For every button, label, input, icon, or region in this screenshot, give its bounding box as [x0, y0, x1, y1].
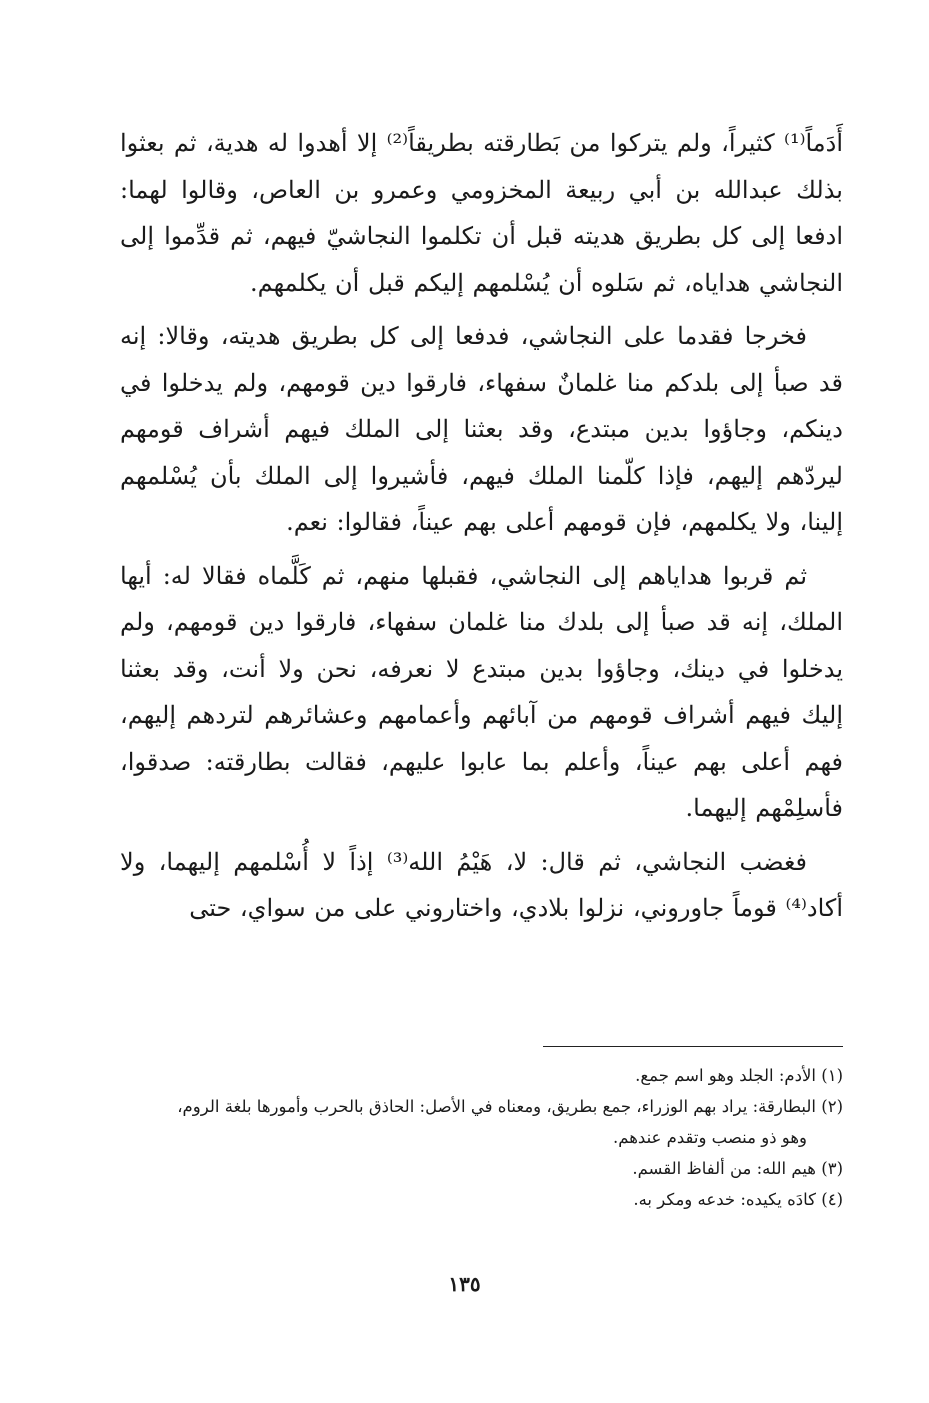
- footnote-3: [110, 1153, 843, 1184]
- footnote-number: (٣): [821, 1159, 843, 1178]
- main-text: [120, 120, 843, 939]
- footnote-1: [110, 1060, 843, 1091]
- footnote-text: البطارقة: يراد بهم الوزراء، جمع بطريق، ومعناه في الأصل: الحاذق بالحرب وأمورها بلغة الروم،: [177, 1097, 816, 1116]
- footnote-number: (١): [821, 1066, 843, 1085]
- paragraph-1: أَدَماً⁽¹⁾ كثيراً، ولم يتركوا من بَطارقته بطريقاً⁽²⁾ إلا أهدوا له هدية، ثم بعثوا بذلك عبدالله بن أبي ربيعة المخزومي وعمرو بن العاص، وقالوا لهما: ادفعا إلى كل بطريق هديته قبل أن تكلموا النجاشيّ فيهم، ثم قدِّموا إلى النجاشي هداياه، ثم سَلوه أن يُسْلمهم إليكم قبل أن يكلمهم.: [120, 129, 843, 297]
- paragraph-2: فخرجا فقدما على النجاشي، فدفعا إلى كل بطريق هديته، وقالا: إنه قد صبأ إلى بلدكم منا غلمانٌ سفهاء، فارقوا دين قومهم، ولم يدخلوا في دينكم، وجاؤوا بدين مبتدع، وقد بعثنا إلى الملك فيهم أشراف قومهم ليردّهم إليهم، فإذا كلّمنا الملك فيهم، فأشيروا إلى الملك بأن يُسْلمهم إلينا، ولا يكلمهم، فإن قومهم أعلى بهم عيناً، فقالوا: نعم.: [120, 322, 843, 536]
- footnote-number: (٤): [821, 1190, 843, 1209]
- footnote-number: (٢): [821, 1097, 843, 1116]
- paragraph-3: ثم قربوا هداياهم إلى النجاشي، فقبلها منهم، ثم كَلَّماه فقالا له: أيها الملك، إنه قد صبأ إلى بلدك منا غلمان سفهاء، فارقوا دين قومهم، ولم يدخلوا في دينك، وجاؤوا بدين مبتدع لا نعرفه، نحن ولا أنت، وقد بعثنا إليك فيهم أشراف قومهم من آبائهم وأعمامهم وعشائرهم لتردهم إليهم، فهم أعلى بهم عيناً، وأعلم بما عابوا عليهم، فقالت بطارقته: صدقوا، فأسلِمْهم إليهما.: [120, 561, 843, 822]
- footnote-text: هيم الله: من ألفاظ القسم.: [632, 1159, 816, 1178]
- paragraph-4: فغضب النجاشي، ثم قال: لا، هَيْمُ الله⁽³⁾ إذاً لا أُسْلمهم إليهما، ولا أكاد⁽⁴⁾ قوماً جاوروني، نزلوا بلادي، واختاروني على من سواي، حتى: [120, 847, 843, 922]
- footnote-2: [110, 1091, 843, 1153]
- footnote-text: الأدم: الجلد وهو اسم جمع.: [635, 1066, 816, 1085]
- footnote-4: [110, 1184, 843, 1215]
- page-number: ١٣٥: [448, 1272, 481, 1296]
- footnote-separator: [543, 1046, 843, 1047]
- footnotes: [110, 1060, 843, 1215]
- footnote-text: كادَه يكيده: خدعه ومكر به.: [633, 1190, 816, 1209]
- footnote-continuation: وهو ذو منصب وتقدم عندهم.: [612, 1128, 807, 1147]
